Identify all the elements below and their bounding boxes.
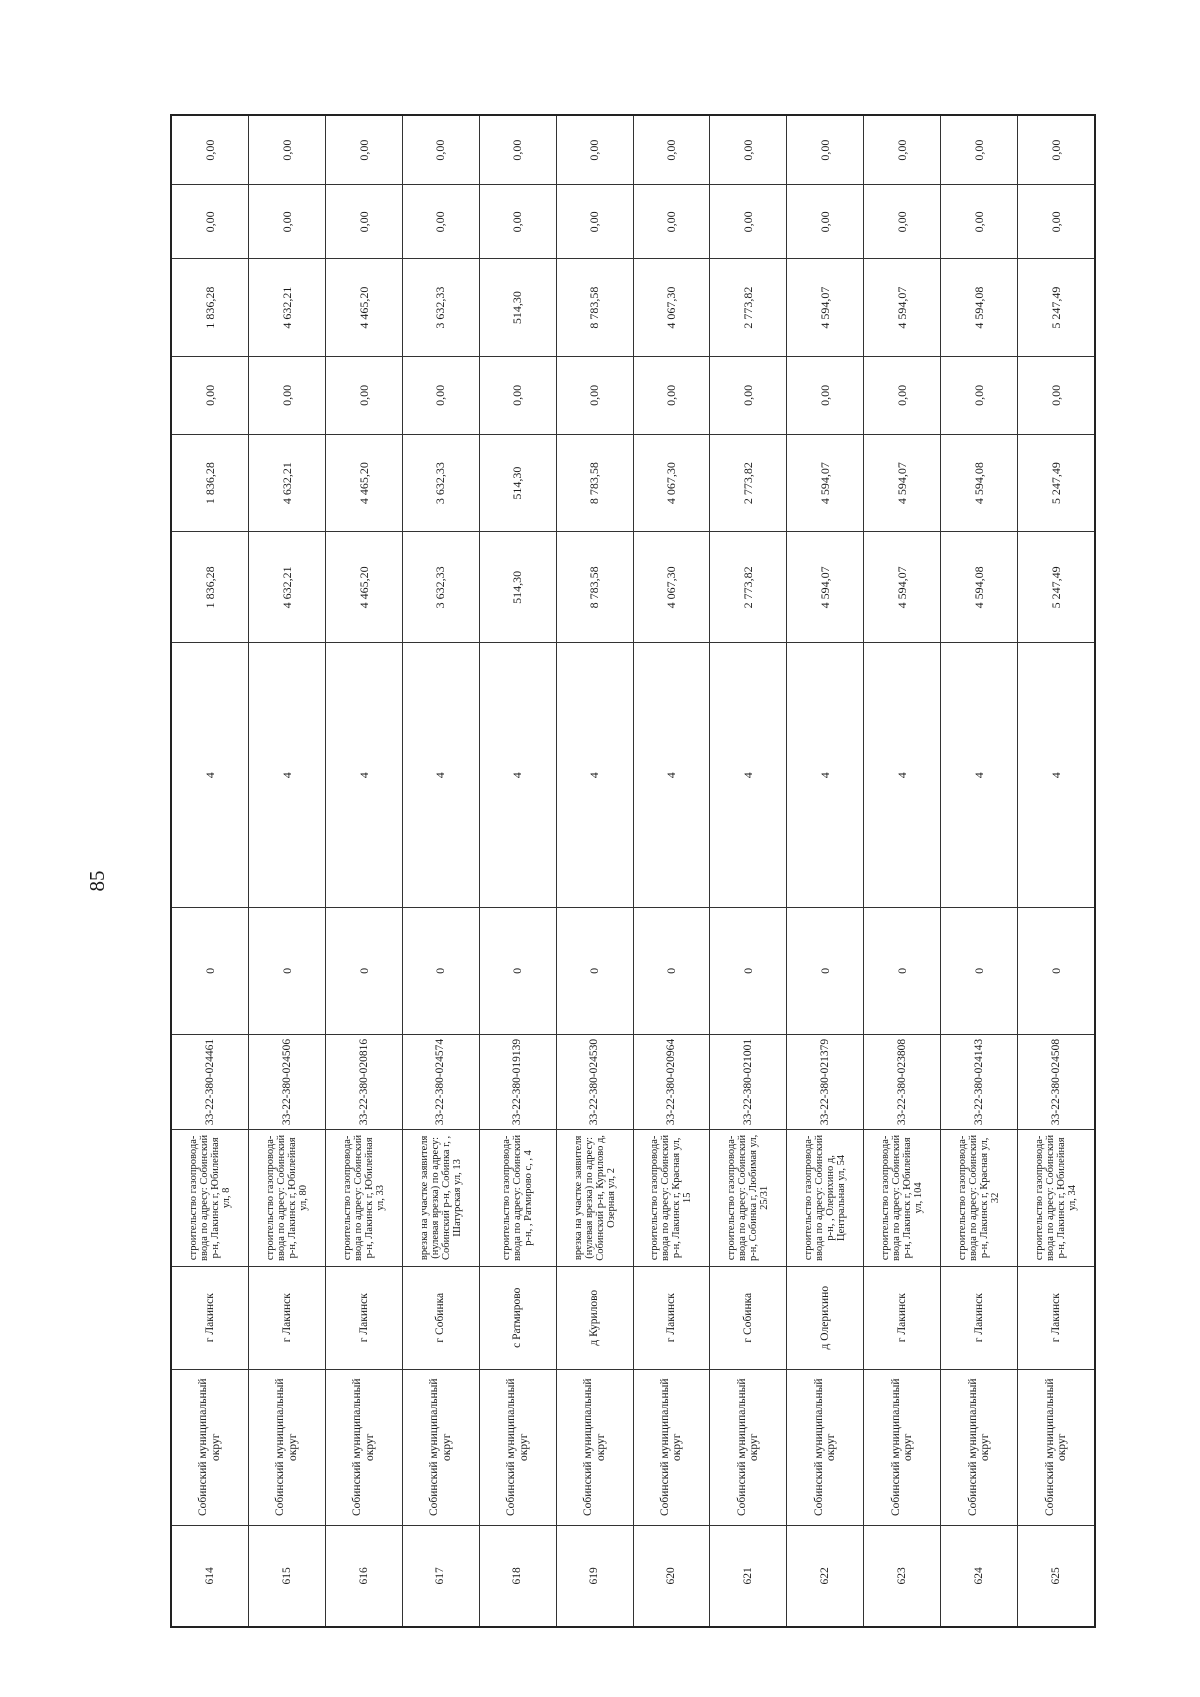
cell-locality: г Лакинск (864, 1266, 940, 1369)
cell-district: Собинский муниципальный округ (864, 1369, 940, 1525)
cell-value-1: 1 836,28 (172, 531, 248, 642)
cell-district: Собинский муниципальный округ (557, 1369, 633, 1525)
cell-number: 619 (557, 1525, 633, 1626)
cell-locality: г Собинка (710, 1266, 786, 1369)
cell-value-2: 4 594,08 (941, 434, 1017, 531)
cell-zero: 0 (787, 907, 863, 1034)
cell-number: 623 (864, 1525, 940, 1626)
cell-value-3: 0,00 (172, 356, 248, 434)
cell-value-3: 0,00 (557, 356, 633, 434)
cell-number: 614 (172, 1525, 248, 1626)
cell-value-1: 4 632,21 (249, 531, 325, 642)
table-row (557, 116, 634, 1626)
cell-value-4: 8 783,58 (557, 258, 633, 355)
cell-value-5: 0,00 (557, 184, 633, 258)
cell-description: врезка на участке заявителя (нулевая врезка) по адресу: Собинский р-н, Курилово д, Озерная ул, 2 (557, 1129, 633, 1265)
cell-locality: г Лакинск (941, 1266, 1017, 1369)
cell-value-1: 514,30 (480, 531, 556, 642)
cell-locality: г Лакинск (249, 1266, 325, 1369)
cell-zero: 0 (172, 907, 248, 1034)
cell-code: 33-22-380-020816 (326, 1034, 402, 1130)
cell-value-2: 5 247,49 (1018, 434, 1094, 531)
cell-value-6: 0,00 (971, 139, 986, 161)
cell-zero: 0 (864, 907, 940, 1034)
cell-value-1: 8 783,58 (557, 531, 633, 642)
cell-district: Собинский муниципальный округ (634, 1369, 710, 1525)
cell-value-2: 4 067,30 (634, 434, 710, 531)
cell-value-3: 0,00 (787, 356, 863, 434)
table-row (326, 116, 403, 1626)
cell-description: строительство газопровода-ввода по адресу: Собинский р-н, , Ратмирово с, , 4 (480, 1129, 556, 1265)
cell-district: Собинский муниципальный округ (710, 1369, 786, 1525)
cell-locality: д Олерихино (787, 1266, 863, 1369)
cell-value-4: 4 465,20 (326, 258, 402, 355)
cell-number: 616 (326, 1525, 402, 1626)
cell-category: 4 (634, 642, 710, 907)
cell-value-4: 4 594,08 (941, 258, 1017, 355)
cell-value-5: 0,00 (326, 184, 402, 258)
cell-category: 4 (1018, 642, 1094, 907)
cell-value-1: 4 465,20 (326, 531, 402, 642)
cell-value-1: 4 594,08 (941, 531, 1017, 642)
page-number: 85 (85, 870, 109, 892)
table-row (941, 116, 1018, 1626)
cell-locality: с Ратмирово (480, 1266, 556, 1369)
cell-value-4: 5 247,49 (1018, 258, 1094, 355)
cell-description: строительство газопровода-ввода по адресу: Собинский р-н, , Олерихино д, Центральная ул, 54 (787, 1129, 863, 1265)
cell-value-3: 0,00 (403, 356, 479, 434)
cell-zero: 0 (480, 907, 556, 1034)
cell-locality: д Курилово (557, 1266, 633, 1369)
cell-category: 4 (172, 642, 248, 907)
table-container (170, 114, 1096, 1628)
cell-value-1: 4 594,07 (787, 531, 863, 642)
cell-category: 4 (403, 642, 479, 907)
cell-number: 617 (403, 1525, 479, 1626)
cell-code: 33-22-380-020964 (634, 1034, 710, 1130)
cell-value-5: 0,00 (1018, 184, 1094, 258)
cell-zero: 0 (557, 907, 633, 1034)
cell-district: Собинский муниципальный округ (326, 1369, 402, 1525)
cell-code: 33-22-380-021001 (710, 1034, 786, 1130)
cell-value-3: 0,00 (326, 356, 402, 434)
cell-value-6: 0,00 (587, 139, 602, 161)
cell-locality: г Лакинск (634, 1266, 710, 1369)
table-row (403, 116, 480, 1626)
cell-value-4: 514,30 (480, 258, 556, 355)
cell-district: Собинский муниципальный округ (1018, 1369, 1094, 1525)
cell-value-3: 0,00 (249, 356, 325, 434)
cell-number: 624 (941, 1525, 1017, 1626)
cell-value-2: 4 632,21 (249, 434, 325, 531)
cell-category: 4 (710, 642, 786, 907)
cell-district: Собинский муниципальный округ (249, 1369, 325, 1525)
cell-value-4: 4 067,30 (634, 258, 710, 355)
cell-zero: 0 (1018, 907, 1094, 1034)
cell-category: 4 (941, 642, 1017, 907)
table-row (710, 116, 787, 1626)
cell-value-4: 3 632,33 (403, 258, 479, 355)
cell-code: 33-22-380-024143 (941, 1034, 1017, 1130)
cell-zero: 0 (710, 907, 786, 1034)
cell-category: 4 (864, 642, 940, 907)
cell-value-5: 0,00 (864, 184, 940, 258)
cell-value-6: 0,00 (510, 139, 525, 161)
cell-value-6: 0,00 (202, 139, 217, 161)
cell-district: Собинский муниципальный округ (403, 1369, 479, 1525)
cell-code: 33-22-380-024508 (1018, 1034, 1094, 1130)
cell-district: Собинский муниципальный округ (172, 1369, 248, 1525)
cell-value-1: 2 773,82 (710, 531, 786, 642)
cell-value-6: 0,00 (356, 139, 371, 161)
table-row (249, 116, 326, 1626)
cell-value-5: 0,00 (480, 184, 556, 258)
cell-value-4: 4 594,07 (787, 258, 863, 355)
cell-category: 4 (787, 642, 863, 907)
cell-value-3: 0,00 (1018, 356, 1094, 434)
cell-zero: 0 (634, 907, 710, 1034)
table-row (634, 116, 711, 1626)
cell-value-3: 0,00 (710, 356, 786, 434)
cell-description: строительство газопровода-ввода по адресу: Собинский р-н, Лакинск г, Юбилейная ул, 34 (1018, 1129, 1094, 1265)
cell-locality: г Лакинск (172, 1266, 248, 1369)
cell-value-3: 0,00 (941, 356, 1017, 434)
cell-number: 615 (249, 1525, 325, 1626)
cell-category: 4 (249, 642, 325, 907)
cell-code: 33-22-380-023808 (864, 1034, 940, 1130)
cell-number: 618 (480, 1525, 556, 1626)
cell-description: строительство газопровода-ввода по адресу: Собинский р-н, Лакинск г, Юбилейная ул, 8 (172, 1129, 248, 1265)
table-row (864, 116, 941, 1626)
cell-category: 4 (326, 642, 402, 907)
data-table (170, 114, 1096, 1628)
cell-code: 33-22-380-024461 (172, 1034, 248, 1130)
cell-value-1: 4 594,07 (864, 531, 940, 642)
cell-description: строительство газопровода-ввода по адресу: Собинский р-н, Собинка г, Любимая ул, 25/31 (710, 1129, 786, 1265)
cell-category: 4 (480, 642, 556, 907)
cell-number: 625 (1018, 1525, 1094, 1626)
cell-value-4: 4 594,07 (864, 258, 940, 355)
cell-value-5: 0,00 (634, 184, 710, 258)
cell-district: Собинский муниципальный округ (941, 1369, 1017, 1525)
cell-value-4: 1 836,28 (172, 258, 248, 355)
cell-value-2: 4 465,20 (326, 434, 402, 531)
cell-district: Собинский муниципальный округ (787, 1369, 863, 1525)
cell-zero: 0 (403, 907, 479, 1034)
cell-value-3: 0,00 (864, 356, 940, 434)
cell-value-6: 0,00 (818, 139, 833, 161)
cell-value-6: 0,00 (433, 139, 448, 161)
cell-value-5: 0,00 (172, 184, 248, 258)
cell-zero: 0 (249, 907, 325, 1034)
cell-value-1: 5 247,49 (1018, 531, 1094, 642)
cell-code: 33-22-380-024530 (557, 1034, 633, 1130)
cell-category: 4 (557, 642, 633, 907)
cell-value-6: 0,00 (279, 139, 294, 161)
cell-value-2: 1 836,28 (172, 434, 248, 531)
cell-description: строительство газопровода-ввода по адресу: Собинский р-н, Лакинск г, Красная ул, 15 (634, 1129, 710, 1265)
cell-value-1: 3 632,33 (403, 531, 479, 642)
cell-value-5: 0,00 (787, 184, 863, 258)
table-row (480, 116, 557, 1626)
cell-value-2: 3 632,33 (403, 434, 479, 531)
cell-value-5: 0,00 (710, 184, 786, 258)
cell-value-6: 0,00 (741, 139, 756, 161)
cell-code: 33-22-380-021379 (787, 1034, 863, 1130)
cell-district: Собинский муниципальный округ (480, 1369, 556, 1525)
cell-value-6: 0,00 (664, 139, 679, 161)
table-row (172, 116, 249, 1626)
cell-value-4: 2 773,82 (710, 258, 786, 355)
cell-value-5: 0,00 (403, 184, 479, 258)
cell-description: строительство газопровода-ввода по адресу: Собинский р-н, Лакинск г, Юбилейная ул, 33 (326, 1129, 402, 1265)
cell-description: строительство газопровода-ввода по адресу: Собинский р-н, Лакинск г, Юбилейная ул, 104 (864, 1129, 940, 1265)
cell-value-6: 0,00 (1048, 139, 1063, 161)
cell-number: 621 (710, 1525, 786, 1626)
cell-value-2: 514,30 (480, 434, 556, 531)
cell-value-3: 0,00 (480, 356, 556, 434)
cell-locality: г Собинка (403, 1266, 479, 1369)
cell-description: врезка на участке заявителя (нулевая врезка) по адресу: Собинский р-н, Собинка г, , Шатурская ул, 13 (403, 1129, 479, 1265)
cell-value-2: 8 783,58 (557, 434, 633, 531)
cell-number: 620 (634, 1525, 710, 1626)
cell-value-2: 4 594,07 (787, 434, 863, 531)
cell-zero: 0 (326, 907, 402, 1034)
cell-code: 33-22-380-019139 (480, 1034, 556, 1130)
cell-code: 33-22-380-024506 (249, 1034, 325, 1130)
cell-description: строительство газопровода-ввода по адресу: Собинский р-н, Лакинск г, Юбилейная ул, 80 (249, 1129, 325, 1265)
cell-value-2: 4 594,07 (864, 434, 940, 531)
cell-description: строительство газопровода-ввода по адресу: Собинский р-н, Лакинск г, Красная ул, 32 (941, 1129, 1017, 1265)
cell-value-5: 0,00 (249, 184, 325, 258)
cell-value-6: 0,00 (895, 139, 909, 161)
cell-value-1: 4 067,30 (634, 531, 710, 642)
cell-number: 622 (787, 1525, 863, 1626)
cell-locality: г Лакинск (1018, 1266, 1094, 1369)
cell-zero: 0 (941, 907, 1017, 1034)
cell-value-2: 2 773,82 (710, 434, 786, 531)
cell-locality: г Лакинск (326, 1266, 402, 1369)
table-row (1018, 116, 1094, 1626)
cell-value-3: 0,00 (634, 356, 710, 434)
cell-value-5: 0,00 (941, 184, 1017, 258)
cell-value-4: 4 632,21 (249, 258, 325, 355)
cell-code: 33-22-380-024574 (403, 1034, 479, 1130)
table-row (787, 116, 864, 1626)
